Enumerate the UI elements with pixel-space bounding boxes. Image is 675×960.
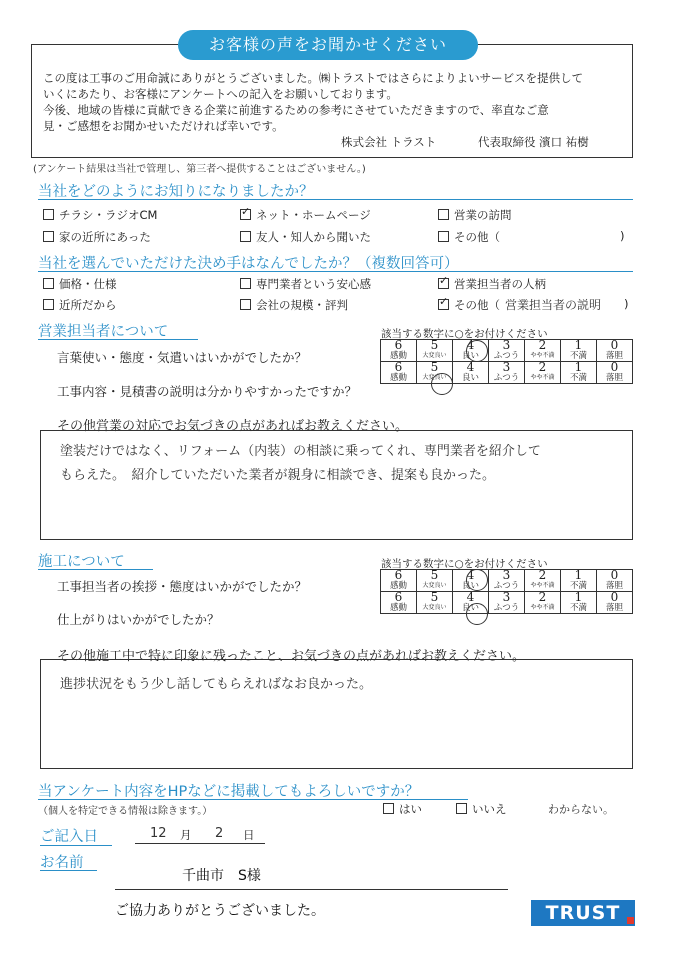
rating-cell[interactable]: 2 やや不満 [525,340,561,362]
publish-handwritten: わからない。 [548,803,614,816]
rating-cell[interactable]: 1 不満 [561,362,597,384]
checkbox[interactable] [43,209,54,220]
publish-yes-option[interactable]: はい [383,801,422,817]
rate-note: 該当する数字に○をお付けください [381,558,548,570]
rating-circle-mark [466,603,488,625]
intro-line: いくにあたり、お客様にアンケートへの記入をお願いしております。 [43,87,398,101]
checkbox[interactable] [438,231,449,242]
intro-line: 今後、地域の皆様に貢献できる企業に前進するための参考にさせていただきますので、率直なご意 [43,103,549,117]
rating-cell[interactable]: 3 ふつう [489,340,525,362]
date-label: ご記入日 [40,829,98,845]
rating-cell[interactable]: 1 不満 [561,340,597,362]
construction-rating-table [380,569,633,614]
checkbox[interactable] [240,231,251,242]
checkbox-checked[interactable] [438,278,449,289]
q2-option[interactable]: ✓ その他（ [438,297,500,313]
construction-other-title: その他施工中で特に印象に残ったこと、お気づきの点があればお教えください。 [57,649,526,664]
publish-no-option[interactable]: いいえ [456,801,507,817]
rating-cell[interactable]: 3 ふつう [489,570,525,592]
rating-cell[interactable]: 4 良い [453,570,489,592]
construction-underline [38,569,153,570]
rating-cell[interactable]: 6 感動 [381,570,417,592]
q2-title: 当社を選んでいただけた決め手はなんでしたか？（複数回答可） [38,256,459,272]
rating-cell[interactable]: 4 良い [453,362,489,384]
sales-title: 営業担当者について [38,324,169,340]
publish-underline [38,799,468,800]
rating-cell[interactable]: 3 ふつう [489,362,525,384]
checkbox[interactable] [438,209,449,220]
checkbox[interactable] [43,231,54,242]
q1-option[interactable]: 家の近所にあった [43,229,151,245]
q1-underline [38,199,633,200]
rating-cell[interactable]: 5 大変良い [417,362,453,384]
date-month-unit: 月 [180,828,192,842]
handwritten-other: 営業担当者の説明 [505,298,602,312]
checkbox-checked[interactable] [240,209,251,220]
sales-comment-line: もらえた。 紹介していただいた業者が親身に相談でき、提案も良かった。 [60,468,495,483]
intro-text [43,70,623,134]
rating-cell[interactable]: 2 やや不満 [525,592,561,614]
rating-cell[interactable]: 5 大変良い [417,592,453,614]
construction-comment-line: 進捗状況をもう少し話してもらえればなお良かった。 [60,677,373,692]
q-greet: 工事担当者の挨拶・態度はいかがでしたか？ [57,579,308,594]
date-line [135,843,265,844]
close-paren: ) [620,229,625,243]
signer-name: 代表取締役 濱口 祐樹 [478,135,589,149]
rating-cell[interactable]: 6 感動 [381,362,417,384]
q2-underline [38,271,633,272]
rating-circle-mark [431,373,453,395]
name-label-underline [40,870,97,871]
date-day-value: 2 [215,826,224,841]
rating-cell[interactable]: 1 不満 [561,592,597,614]
q1-option[interactable]: 友人・知人から聞いた [240,229,371,245]
privacy-note: (アンケート結果は当社で管理し、第三者へ提供することはございません。) [33,164,366,175]
checkbox[interactable] [43,299,54,310]
name-label: お名前 [40,855,84,871]
checkbox[interactable] [240,278,251,289]
q1-option[interactable]: 営業の訪問 [438,207,512,223]
rating-cell[interactable]: 3 ふつう [489,592,525,614]
rating-cell[interactable]: 6 感動 [381,340,417,362]
publish-title: 当アンケート内容をHPなどに掲載してもよろしいですか？ [38,784,420,800]
thanks-text: ご協力ありがとうございました。 [115,903,325,919]
sales-comment-line: 塗装だけではなく、リフォーム（内装）の相談に乗ってくれ、専門業者を紹介して [60,444,541,459]
q2-option[interactable]: 会社の規模・評判 [240,297,348,313]
trust-logo: TRUST [531,900,635,926]
rating-cell[interactable]: 0 落胆 [597,362,633,384]
checkbox[interactable] [240,299,251,310]
rating-cell[interactable]: 0 落胆 [597,340,633,362]
company-name: 株式会社 トラスト [341,135,437,149]
rating-cell[interactable]: 4 良い [453,592,489,614]
rating-cell[interactable]: 5 大変良い [417,340,453,362]
name-line [115,889,508,890]
rating-circle-mark [466,569,488,591]
q1-option[interactable]: ✓ ネット・ホームページ [240,207,371,223]
rating-cell[interactable]: 2 やや不満 [525,570,561,592]
rating-cell[interactable]: 0 落胆 [597,592,633,614]
q1-option[interactable]: チラシ・ラジオCM [43,207,157,223]
rate-note: 該当する数字に○をお付けください [381,328,548,340]
logo-dot [627,917,634,924]
rating-circle-mark [466,340,488,362]
sales-underline [38,339,198,340]
q2-option[interactable]: 専門業者という安心感 [240,276,371,292]
page-banner: お客様の声をお聞かせください [178,30,478,60]
rating-cell[interactable]: 6 感動 [381,592,417,614]
checkbox-checked[interactable] [438,299,449,310]
intro-line: 見・ご感想をお聞かせいただければ幸いです。 [43,119,284,133]
date-label-underline [40,845,112,846]
sales-other-title: その他営業の対応でお気づきの点があればお教えください。 [57,419,409,434]
q1-option[interactable]: その他（ [438,229,500,245]
construction-title: 施工について [38,554,125,570]
q2-option[interactable]: 近所だから [43,297,117,313]
q-finish: 仕上がりはいかがでしたか？ [57,612,220,627]
customer-name: 千曲市 S様 [182,868,261,884]
rating-cell[interactable]: 5 大変良い [417,570,453,592]
date-day-unit: 日 [243,828,255,842]
rating-cell[interactable]: 1 不満 [561,570,597,592]
q-speech: 言葉使い・態度・気遣いはいかがでしたか？ [57,350,308,365]
close-paren: ) [624,297,629,311]
checkbox[interactable] [383,803,394,814]
rating-cell[interactable]: 4 良い [453,340,489,362]
date-month-value: 12 [150,826,167,841]
intro-line: この度は工事のご用命誠にありがとうございました。㈱トラストではさらによりよいサービスを提供して [43,71,584,85]
q1-title: 当社をどのようにお知りになりましたか？ [38,184,314,200]
checkbox[interactable] [456,803,467,814]
rating-cell[interactable]: 2 やや不満 [525,362,561,384]
sales-rating-table [380,339,633,384]
publish-note: （個人を特定できる情報は除きます。） [38,806,213,817]
q-explain: 工事内容・見積書の説明は分かりやすかったですか？ [57,384,358,399]
rating-cell[interactable]: 0 落胆 [597,570,633,592]
checkbox[interactable] [43,278,54,289]
q2-option[interactable]: 価格・仕様 [43,276,117,292]
q2-option[interactable]: ✓ 営業担当者の人柄 [438,276,546,292]
